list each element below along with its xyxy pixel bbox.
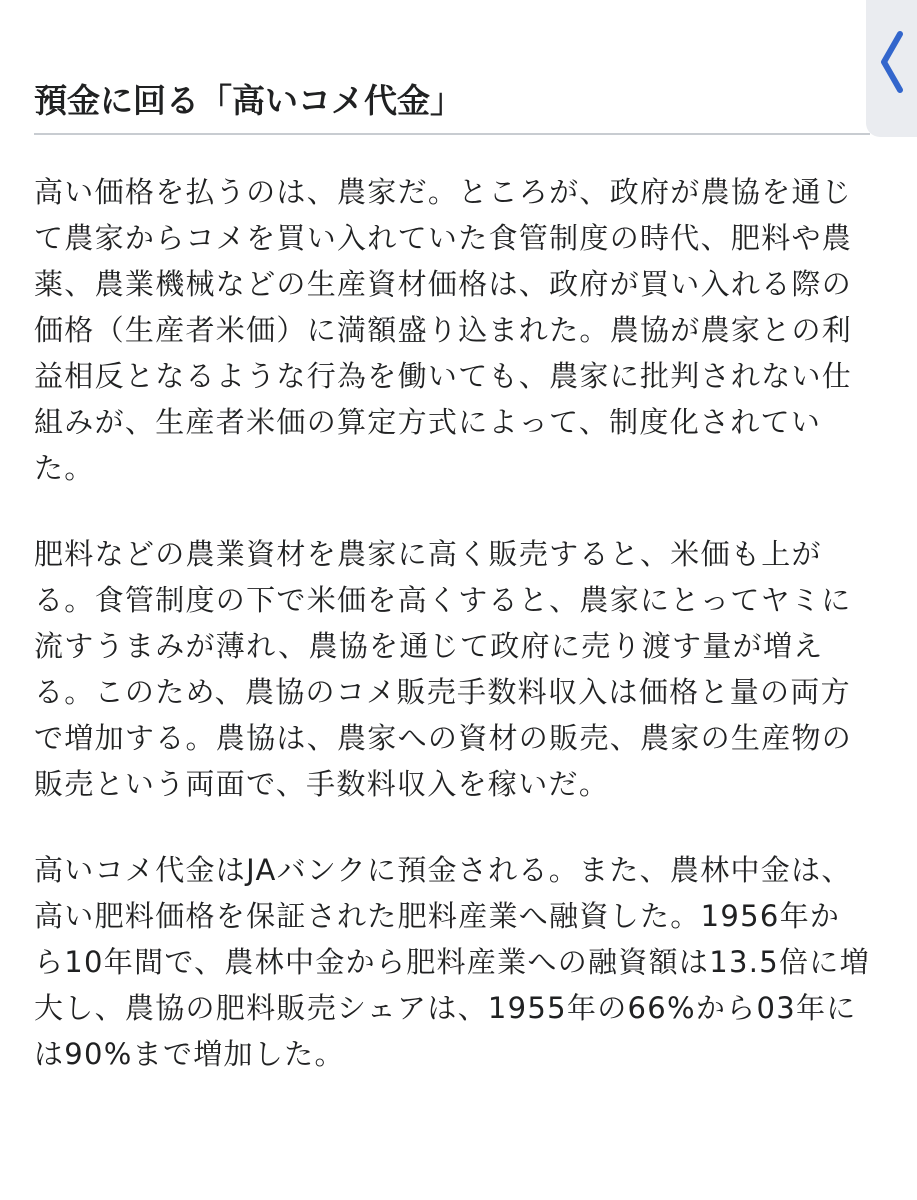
section-heading: 預金に回る「高いコメ代金」 [34,0,870,135]
chevron-left-icon[interactable] [876,30,906,94]
paragraph: 肥料などの農業資材を農家に高く販売すると、米価も上がる。食管制度の下で米価を高くすると、農家にとってヤミに流すうまみが薄れ、農協を通じて政府に売り渡す量が増える。このため、農協のコメ販売手数料収入は価格と量の両方で増加する。農協は、農家への資材の販売、農家の生産物の販売という両面で、手数料収入を稼いだ。 [34,537,853,801]
side-panel-toggle[interactable] [866,0,917,137]
paragraph: 高い価格を払うのは、農家だ。ところが、政府が農協を通じて農家からコメを買い入れていた食管制度の時代、肥料や農薬、農業機械などの生産資材価格は、政府が買い入れる際の価格（生産者米価）に満額盛り込まれた。農協が農家との利益相反となるような行為を働いても、農家に批判されない仕組みが、生産者米価の算定方式によって、制度化されていた。 [34,175,853,485]
paragraph: 高いコメ代金はJAバンクに預金される。また、農林中金は、高い肥料価格を保証された肥料産業へ融資した。1956年から10年間で、農林中金から肥料産業への融資額は13.5倍に増大し、農協の肥料販売シェアは、1955年の66%から03年には90%まで増加した。 [34,853,870,1071]
article-content [34,0,870,1077]
